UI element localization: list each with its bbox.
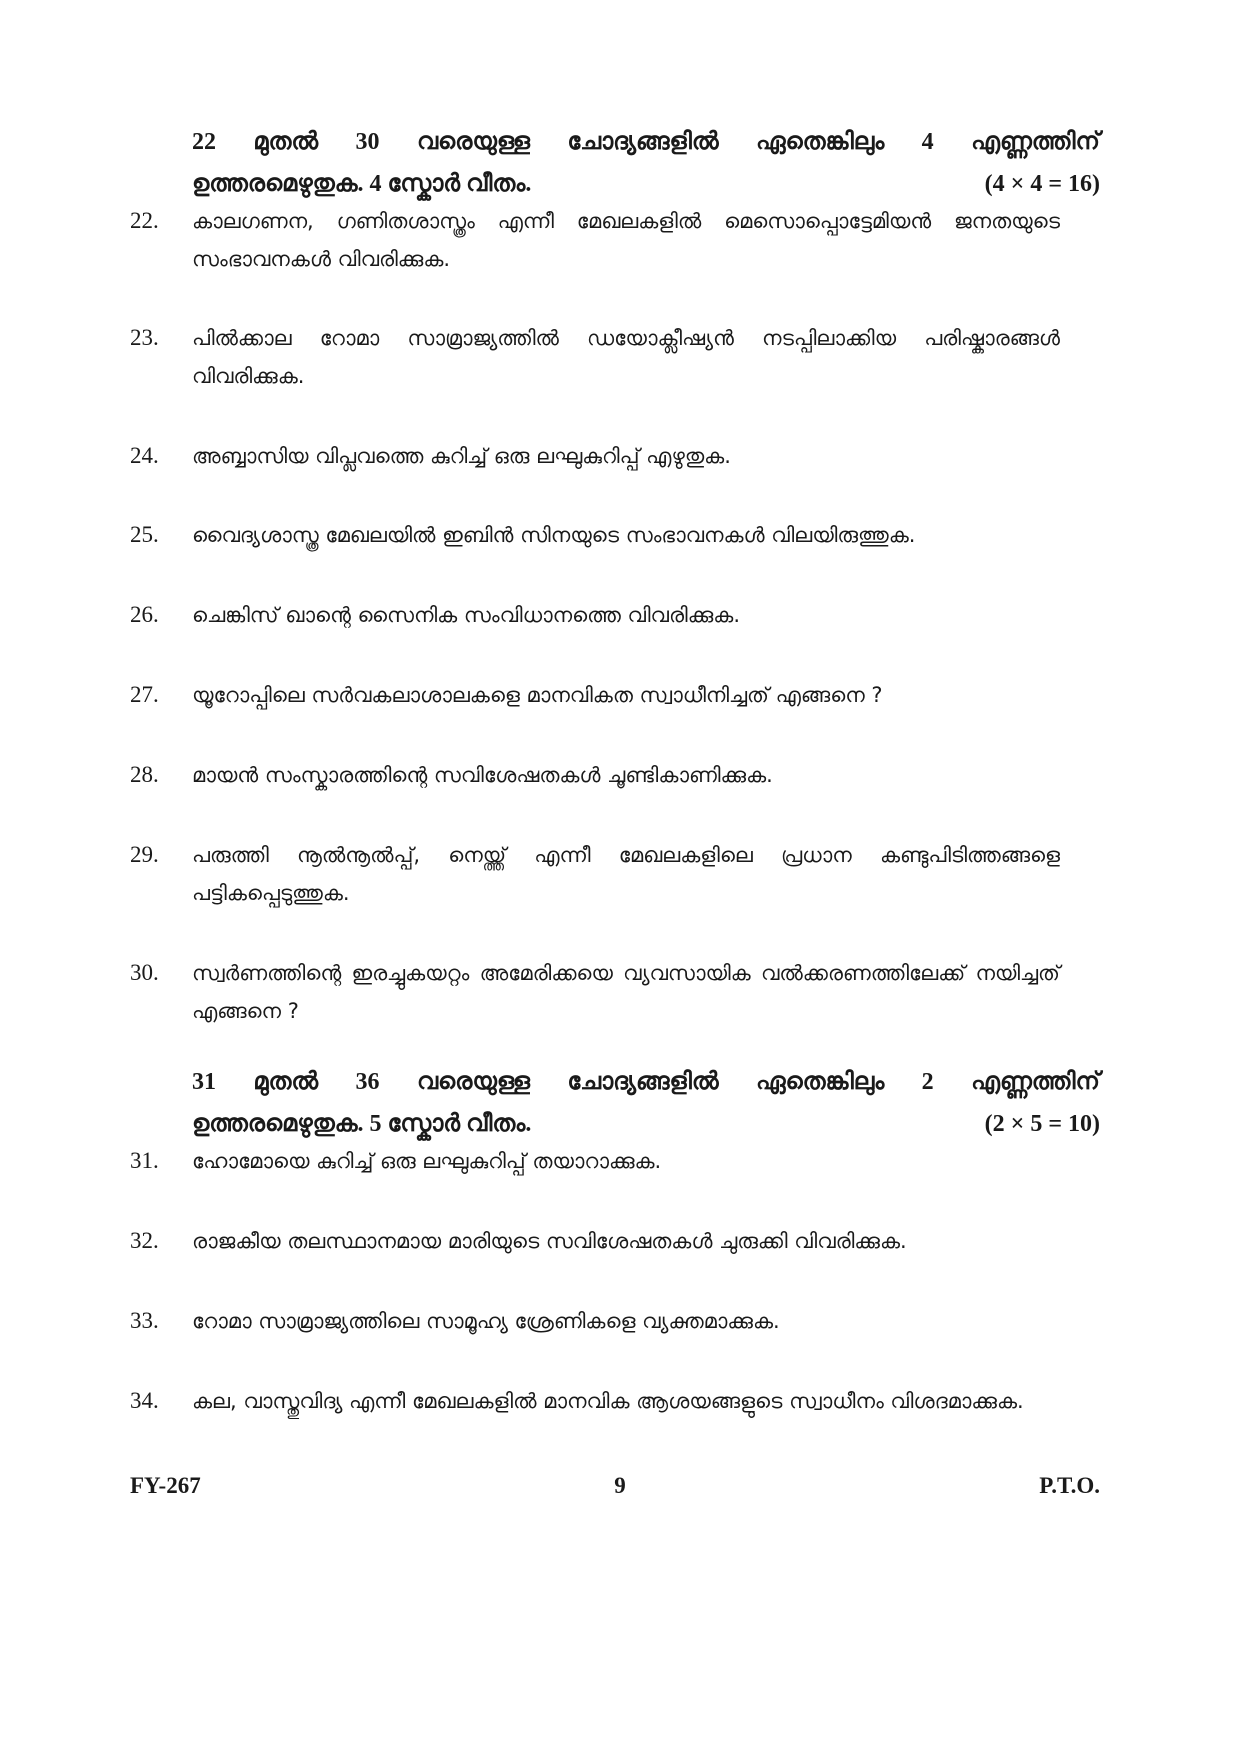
question-text: യൂറോപ്പിലെ സർവകലാശാലകളെ മാനവികത സ്വാധീനിച്ചത് എങ്ങനെ ? [192,683,883,707]
instruction-word: എണ്ണത്തിന് [971,129,1100,155]
question-text: ചെങ്കിസ് ഖാന്റെ സൈനിക സംവിധാനത്തെ വിവരിക്കുക. [192,603,741,627]
question-34 [130,1382,1060,1420]
question-number: 34. [130,1388,159,1413]
instruction-word: വരെയുള്ള [416,129,530,155]
instruction-text: ഉത്തരമെഴുതുക. 4 സ്കോർ വീതം. [192,171,532,197]
question-text: അബ്ബാസിയ വിപ്ലവത്തെ കുറിച്ച് ഒരു ലഘുകുറിപ്പ് എഴുതുക. [192,444,731,468]
instruction-word: 22 [192,129,216,155]
instruction-word: 36 [355,1069,380,1095]
instruction-line-2 [192,163,1100,205]
instruction-word: എണ്ണത്തിന് [971,1069,1100,1095]
question-28 [130,756,1060,794]
instruction-word: ചോദ്യങ്ങളിൽ [567,129,719,155]
paper-code: FY-267 [130,1473,201,1498]
page-number: 9 [614,1473,626,1498]
instruction-word: 2 [921,1069,934,1095]
question-26 [130,596,1060,634]
instruction-word: 30 [355,129,380,155]
instruction-word: ഏതെങ്കിലും [755,1069,885,1095]
marks-label: (2 × 5 = 10) [984,1111,1100,1137]
instruction-word: മുതൽ [253,129,319,155]
question-text: റോമാ സാമ്രാജ്യത്തിലെ സാമൂഹ്യ ശ്രേണികളെ വ്യക്തമാക്കുക. [192,1309,780,1333]
question-31 [130,1142,1060,1180]
question-text: പരുത്തി നൂൽനൂൽപ്പ്, നെയ്ത്ത് എന്നീ മേഖലകളിലെ പ്രധാന കണ്ടുപിടിത്തങ്ങളെ പട്ടികപ്പെടുത്തുക. [192,843,1060,905]
instruction-line-2 [192,1103,1100,1145]
instruction-text: ഉത്തരമെഴുതുക. 5 സ്കോർ വീതം. [192,1111,532,1137]
question-number: 29. [130,842,159,867]
question-25 [130,516,1060,554]
question-23 [130,319,1060,395]
instruction-word: 31 [192,1069,216,1095]
instruction-word: വരെയുള്ള [416,1069,530,1095]
question-text: മായൻ സംസ്കാരത്തിന്റെ സവിശേഷതകൾ ചൂണ്ടികാണിക്കുക. [192,763,773,787]
question-number: 30. [130,960,159,985]
question-number: 32. [130,1228,159,1253]
instruction-line-1 [192,121,1100,163]
question-number: 24. [130,443,159,468]
question-number: 33. [130,1308,159,1333]
question-number: 31. [130,1148,159,1173]
section-instruction-22-30 [192,121,1100,205]
question-22 [130,202,1060,278]
instruction-word: 4 [921,129,934,155]
question-text: കല, വാസ്തുവിദ്യ എന്നീ മേഖലകളിൽ മാനവിക ആശയങ്ങളുടെ സ്വാധീനം വിശദമാക്കുക. [192,1389,1024,1413]
question-30 [130,954,1060,1030]
question-text: ഹോമോയെ കുറിച്ച് ഒരു ലഘുകുറിപ്പ് തയാറാക്കുക. [192,1149,662,1173]
instruction-word: മുതൽ [253,1069,319,1095]
marks-label: (4 × 4 = 16) [984,171,1100,197]
instruction-line-1 [192,1061,1100,1103]
instruction-word: ഏതെങ്കിലും [755,129,885,155]
question-number: 25. [130,522,159,547]
section-instruction-31-36 [192,1061,1100,1145]
question-number: 26. [130,602,159,627]
question-27 [130,676,1060,714]
question-text: രാജകീയ തലസ്ഥാനമായ മാരിയുടെ സവിശേഷതകൾ ചുരുക്കി വിവരിക്കുക. [192,1229,907,1253]
question-number: 28. [130,762,159,787]
pto-label: P.T.O. [1039,1473,1100,1498]
question-text: വൈദ്യശാസ്ത്ര മേഖലയിൽ ഇബിൻ സിനയുടെ സംഭാവനകൾ വിലയിരുത്തുക. [192,523,916,547]
question-number: 22. [130,208,159,233]
page-footer [130,1473,1100,1499]
question-text: പിൽക്കാല റോമാ സാമ്രാജ്യത്തിൽ ഡയോക്ലീഷ്യൻ നടപ്പിലാക്കിയ പരിഷ്കാരങ്ങൾ വിവരിക്കുക. [192,326,1060,388]
question-text: സ്വർണത്തിന്റെ ഇരച്ചുകയറ്റം അമേരിക്കയെ വ്യവസായിക വൽക്കരണത്തിലേക്ക് നയിച്ചത് എങ്ങനെ ? [192,961,1060,1023]
question-number: 27. [130,682,159,707]
question-text: കാലഗണന, ഗണിതശാസ്ത്രം എന്നീ മേഖലകളിൽ മെസൊപ്പൊട്ടേമിയൻ ജനതയുടെ സംഭാവനകൾ വിവരിക്കുക. [192,209,1060,271]
question-24 [130,437,1060,475]
question-number: 23. [130,325,159,350]
instruction-word: ചോദ്യങ്ങളിൽ [567,1069,719,1095]
question-29 [130,836,1060,912]
question-33 [130,1302,1060,1340]
question-32 [130,1222,1060,1260]
